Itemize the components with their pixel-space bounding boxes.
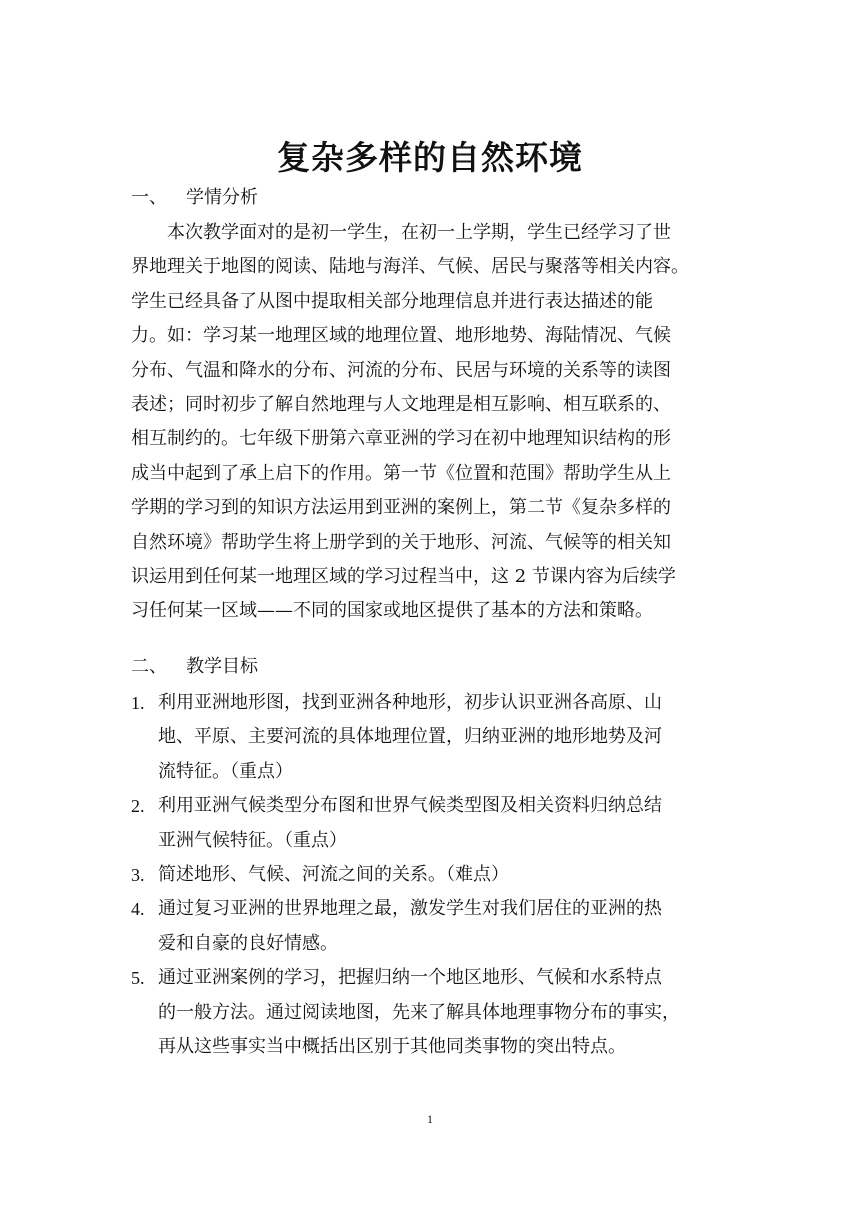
objectives-list: [131, 686, 741, 1064]
list-line: 利用亚洲气候类型分布图和世界气候类型图及相关资料归纳总结: [158, 795, 662, 817]
list-line: 流特征。（重点）: [158, 760, 293, 782]
list-marker: 5.: [131, 968, 145, 989]
list-line: 再从这些事实当中概括出区别于其他同类事物的突出特点。: [158, 1036, 626, 1058]
document-title: 复杂多样的自然环境: [277, 138, 583, 177]
section-heading-1: [131, 183, 258, 213]
paragraph-line: 表述；同时初步了解自然地理与人文地理是相互影响、相互联系的、: [131, 394, 671, 416]
list-line: 的一般方法。通过阅读地图，先来了解具体地理事物分布的事实，: [158, 1001, 680, 1023]
list-line: 简述地形、气候、河流之间的关系。（难点）: [158, 864, 509, 886]
list-item: [131, 789, 741, 858]
list-item: [131, 858, 741, 892]
section-number: 一、: [131, 187, 167, 208]
paragraph-line: 本次教学面对的是初一学生，在初一上学期，学生已经学习了世: [167, 222, 671, 243]
list-line: 通过复习亚洲的世界地理之最，激发学生对我们居住的亚洲的热: [158, 898, 662, 920]
list-line: 利用亚洲地形图，找到亚洲各种地形，初步认识亚洲各高原、山: [158, 692, 662, 713]
list-line: 爱和自豪的良好情感。: [158, 932, 338, 954]
list-item: [131, 686, 741, 789]
list-line: 通过亚洲案例的学习，把握归纳一个地区地形、气候和水系特点: [158, 967, 662, 989]
list-marker: 4.: [131, 899, 145, 920]
page-number: 1: [427, 1112, 433, 1126]
paragraph-line: 习任何某一区域——不同的国家或地区提供了基本的方法和策略。: [131, 600, 653, 622]
list-item: [131, 892, 741, 961]
list-marker: 2.: [131, 796, 145, 817]
paragraph-line: 学生已经具备了从图中提取相关部分地理信息并进行表达描述的能: [131, 290, 653, 312]
section-heading-2: [131, 652, 258, 682]
paragraph-line: 识运用到任何某一地理区域的学习过程当中，这 2 节课内容为后续学: [131, 566, 676, 588]
paragraph-line: 分布、气温和降水的分布、河流的分布、民居与环境的关系等的读图: [131, 359, 671, 381]
paragraph-line: 成当中起到了承上启下的作用。第一节《位置和范围》帮助学生从上: [131, 462, 671, 484]
section-heading-text: 学情分析: [186, 187, 258, 208]
list-marker: 1.: [131, 693, 145, 713]
paragraph-line: 学期的学习到的知识方法运用到亚洲的案例上，第二节《复杂多样的: [131, 497, 671, 519]
paragraph-line: 自然环境》帮助学生将上册学到的关于地形、河流、气候等的相关知: [131, 531, 671, 553]
section-paragraph: [131, 216, 731, 629]
list-marker: 3.: [131, 865, 145, 886]
paragraph-line: 界地理关于地图的阅读、陆地与海洋、气候、居民与聚落等相关内容。: [131, 256, 689, 278]
paragraph-line: 相互制约的。七年级下册第六章亚洲的学习在初中地理知识结构的形: [131, 428, 671, 450]
section-number: 二、: [131, 656, 167, 677]
list-item: [131, 961, 741, 1064]
list-line: 亚洲气候特征。（重点）: [158, 829, 347, 851]
list-line: 地、平原、主要河流的具体地理位置，归纳亚洲的地形地势及河: [158, 726, 662, 748]
section-heading-text: 教学目标: [186, 656, 258, 677]
paragraph-line: 力。如：学习某一地理区域的地理位置、地形地势、海陆情况、气候: [131, 325, 671, 347]
